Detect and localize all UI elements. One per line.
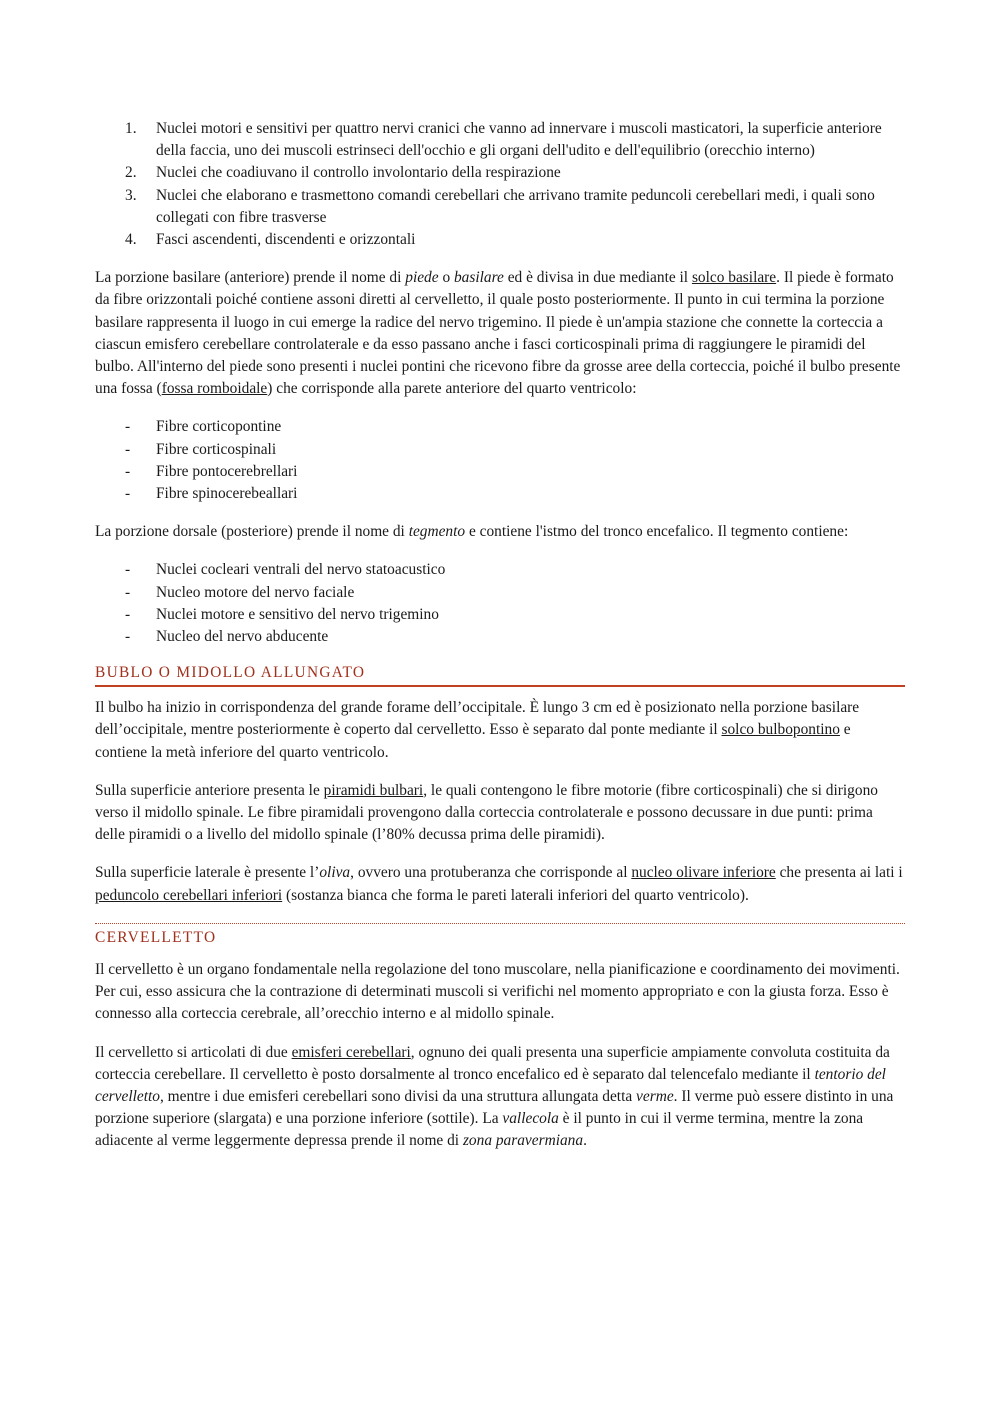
section-heading-bulbo: BUBLO O MIDOLLO ALLUNGATO	[95, 663, 905, 687]
text-run: . Il verme può essere distinto in una porzione superiore (slargata) e una porzione inferiore (sottile). La	[95, 1087, 894, 1128]
list-number: 4.	[125, 231, 137, 249]
list-item	[95, 162, 905, 184]
term-vallecola: vallecola	[502, 1110, 559, 1128]
term-basilare: basilare	[453, 269, 504, 287]
text-run: ed è divisa in due mediante il	[503, 269, 692, 287]
list-dash: -	[125, 485, 131, 503]
text-run: o	[438, 269, 454, 287]
term-fossa-romboidale: fossa romboidale	[161, 380, 268, 398]
list-item	[95, 626, 905, 648]
list-number: 3.	[125, 186, 137, 204]
list-item-text: Nucleo motore del nervo faciale	[156, 583, 355, 601]
list-dash: -	[125, 561, 131, 579]
term-solco-basilare: solco basilare	[691, 269, 777, 287]
tegmento-list	[95, 559, 905, 648]
list-item	[95, 604, 905, 626]
list-item-text: Nuclei che coadiuvano il controllo involontario della respirazione	[156, 164, 561, 182]
list-dash: -	[125, 418, 131, 436]
text-run: (sostanza bianca che forma le pareti laterali inferiori del quarto ventricolo).	[282, 886, 749, 904]
text-run: , mentre i due emisferi cerebellari sono divisi da una struttura allungata detta	[159, 1087, 637, 1105]
list-dash: -	[125, 462, 131, 480]
text-run: La porzione basilare (anteriore) prende il nome di	[95, 269, 406, 287]
list-item-text: Fibre corticospinali	[156, 440, 277, 458]
text-run: .	[583, 1132, 587, 1150]
list-item-text: Nuclei cocleari ventrali del nervo statoacustico	[156, 561, 446, 579]
paragraph-porzione-dorsale	[95, 521, 905, 543]
text-run: La porzione dorsale (posteriore) prende il nome di	[95, 523, 409, 541]
paragraph-bulbo-anteriore	[95, 780, 905, 847]
section-heading-cervelletto: CERVELLETTO	[95, 928, 217, 946]
text-run: che presenta ai lati i	[775, 864, 903, 882]
list-item	[95, 461, 905, 483]
paragraph-bulbo-inizio	[95, 697, 905, 764]
text-run: , ognuno dei quali presenta una superficie ampiamente convoluta costituita da corteccia cerebellare. Il cervelletto è posto dorsalmente al tronco encefalico ed è separato dal telencefalo mediante il	[95, 1043, 890, 1083]
list-dash: -	[125, 605, 131, 623]
text-run: Sulla superficie anteriore presenta le	[95, 781, 324, 799]
term-verme: verme	[636, 1087, 674, 1105]
text-run: Il bulbo ha inizio in corrispondenza del grande forame dell’occipitale. È lungo 3 cm ed è posizionato nella porzione basilare dell’occipitale, mentre posteriormente è coperto dal cervelletto. Esso è separato dal ponte mediante il	[95, 699, 860, 739]
list-item-text: Nuclei motore e sensitivo del nervo trigemino	[156, 605, 439, 623]
list-item	[95, 439, 905, 461]
list-item-text: Fibre pontocerebrellari	[156, 462, 298, 480]
term-piede: piede	[405, 269, 439, 287]
term-tentorio: tentorio del cervelletto	[95, 1065, 886, 1105]
document-body	[95, 118, 905, 1153]
paragraph-cervelletto-struttura	[95, 1042, 905, 1153]
list-item	[95, 118, 905, 162]
text-run: , ovvero una protuberanza che corrisponde al	[350, 864, 632, 882]
list-item-text: Fibre spinocerebeallari	[156, 485, 298, 503]
text-run: ) che corrisponde alla parete anteriore del quarto ventricolo:	[267, 380, 637, 398]
term-piramidi-bulbari: piramidi bulbari	[323, 781, 424, 799]
text-run: e contiene la metà inferiore del quarto ventricolo.	[95, 721, 851, 761]
term-solco-bulbopontino: solco bulbopontino	[721, 721, 840, 739]
list-dash: -	[125, 440, 131, 458]
text-run: Sulla superficie laterale è presente l’	[95, 864, 320, 882]
list-item-text: Fibre corticopontine	[156, 418, 282, 436]
text-run: è il punto in cui il verme termina, mentre la zona adiacente al verme leggermente depressa prende il nome di	[95, 1110, 864, 1150]
list-item	[95, 185, 905, 229]
numbered-list	[95, 118, 905, 251]
term-emisferi-cerebellari: emisferi cerebellari	[291, 1043, 411, 1061]
fibre-list	[95, 416, 905, 505]
term-peduncolo-cerebellari: peduncolo cerebellari inferiori	[95, 886, 283, 904]
list-item	[95, 416, 905, 438]
text-run: e contiene l'istmo del tronco encefalico. Il tegmento contiene:	[465, 523, 849, 541]
paragraph-bulbo-laterale	[95, 862, 905, 906]
paragraph-porzione-basilare	[95, 267, 905, 400]
term-tegmento: tegmento	[408, 523, 466, 541]
text-run: , le quali contengono le fibre motorie (fibre corticospinali) che si dirigono verso il midollo spinale. Le fibre piramidali provengono dalla corteccia controlaterale e possono decussare in due punti: prima delle piramidi o a livello del midollo spinale (l’80% decussa prima delle piramidi).	[95, 781, 878, 844]
list-item	[95, 582, 905, 604]
list-item	[95, 559, 905, 581]
term-oliva: oliva	[319, 864, 351, 882]
term-zona-paravermiana: zona paravermiana	[462, 1132, 584, 1150]
list-dash: -	[125, 583, 131, 601]
list-item	[95, 229, 905, 251]
list-dash: -	[125, 628, 131, 646]
section-divider	[95, 923, 905, 924]
text-run: . Il piede è formato da fibre orizzontali poiché contiene assoni diretti al cervelletto, il quale posto posteriormente. Il punto in cui termina la porzione basilare rappresenta il luogo in cui emerge la radice del nervo trigemino. Il piede è un'ampia stazione che connette la corteccia a ciascun emisfero cerebellare controlaterale e da esso passano anche i fasci corticospinali prima di raggiungere le piramidi del bulbo. All'interno del piede sono presenti i nuclei pontini che ricevono fibre da grosse aree della corteccia, poiché il bulbo presente una fossa (	[95, 269, 901, 398]
list-item-text: Fasci ascendenti, discendenti e orizzontali	[156, 231, 416, 249]
paragraph-cervelletto-funzione: Il cervelletto è un organo fondamentale nella regolazione del tono muscolare, nella pianificazione e coordinamento dei movimenti. Per cui, esso assicura che la contrazione di determinati muscoli si verifichi nel momento appropriato e con la giusta forza. Esso è connesso alla corteccia cerebrale, all’orecchio interno e al midollo spinale.	[95, 960, 900, 1023]
list-item	[95, 483, 905, 505]
list-number: 1.	[125, 120, 137, 137]
list-item-text: Nucleo del nervo abducente	[156, 628, 329, 646]
list-item-text: Nuclei motori e sensitivi per quattro nervi cranici che vanno ad innervare i muscoli masticatori, la superficie anteriore della faccia, uno dei muscoli estrinseci dell'occhio e gli organi dell'udito e dell'equilibrio (orecchio interno)	[156, 120, 882, 160]
text-run: Il cervelletto si articolati di due	[95, 1043, 292, 1061]
list-item-text: Nuclei che elaborano e trasmettono comandi cerebellari che arrivano tramite peduncoli cerebellari medi, i quali sono collegati con fibre trasverse	[156, 186, 875, 226]
list-number: 2.	[125, 164, 137, 182]
term-nucleo-olivare: nucleo olivare inferiore	[631, 864, 776, 882]
